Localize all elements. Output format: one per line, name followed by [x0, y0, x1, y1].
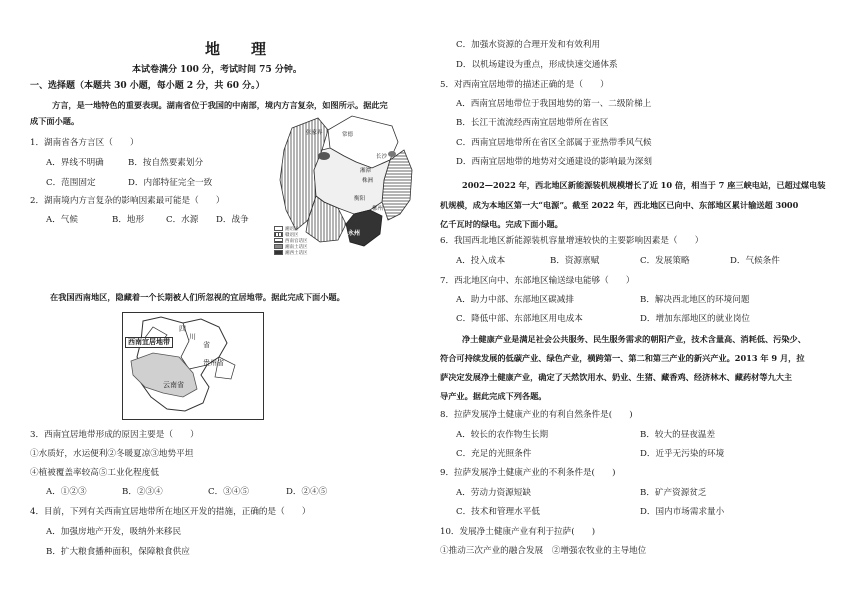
question-9-stem: 9．拉萨发展净土健康产业的不利条件是( ) — [440, 468, 616, 478]
question-7-option-b[interactable]: B．解决西北地区的环境问题 — [640, 295, 750, 305]
map1-label-hengyang: 衡阳 — [354, 196, 366, 202]
legend-label-3: 西南官话区 — [285, 239, 308, 244]
question-4-option-d[interactable]: D．以机场建设为重点，形成快速交通体系 — [456, 60, 618, 70]
page-title: 地 理 — [205, 40, 275, 58]
question-6-option-d[interactable]: D．气候条件 — [730, 256, 780, 266]
question-9-option-b[interactable]: B．矿产资源贫乏 — [640, 488, 707, 498]
question-1-option-d[interactable]: D．内部特征完全一致 — [128, 178, 213, 188]
map2-label-chuan: 川 — [189, 333, 196, 341]
southwest-map-graphic — [123, 313, 263, 419]
map1-label-zhuzhou: 株洲 — [362, 178, 374, 184]
question-9-option-d[interactable]: D．国内市场需求量小 — [640, 507, 725, 517]
question-6-stem: 6．我国西北地区新能源装机容量增速较快的主要影响因素是（ ） — [440, 236, 704, 246]
question-1-option-a[interactable]: A．界线不明确 — [46, 158, 104, 168]
question-10-stem: 10．发展净土健康产业有利于拉萨( ) — [440, 527, 596, 537]
legend-item-5 — [274, 250, 308, 257]
question-4-stem: 4．目前，下列有关西南宜居地带所在地区开发的措施，正确的是（ ） — [30, 507, 311, 517]
map1-legend — [274, 226, 318, 260]
question-3-option-a[interactable]: A．①②③ — [46, 487, 87, 497]
legend-swatch-5 — [274, 250, 283, 255]
map2-label-yunnan: 云南省 — [163, 381, 184, 389]
legend-label-5: 湘西土话区 — [285, 251, 308, 256]
question-6-option-c[interactable]: C．发展策略 — [640, 256, 690, 266]
map2-label-guizhou: 贵州省 — [203, 359, 224, 367]
question-4-option-a[interactable]: A．加强房地产开发，吸纳外来移民 — [46, 527, 182, 537]
question-3-option-b[interactable]: B．②③④ — [122, 487, 163, 497]
question-1-option-b[interactable]: B．按自然要素划分 — [128, 158, 204, 168]
intro-dialect-line2: 成下面小题。 — [30, 116, 80, 126]
legend-swatch-3 — [274, 238, 283, 243]
question-8-option-d[interactable]: D．近乎无污染的环境 — [640, 449, 725, 459]
question-2-option-b[interactable]: B．地形 — [112, 215, 145, 225]
map2-label-belt: 西南宜居地带 — [125, 337, 173, 348]
question-4-option-b[interactable]: B．扩大粮食播种面积，保障粮食供应 — [46, 547, 190, 557]
map1-label-zhangjiajie: 张家界 — [306, 130, 323, 136]
question-7-option-d[interactable]: D．增加东部地区的就业岗位 — [640, 314, 751, 324]
section-heading: 一、选择题（本题共 30 小题，每小题 2 分，共 60 分。） — [30, 81, 265, 91]
question-8-option-b[interactable]: B．较大的昼夜温差 — [640, 430, 716, 440]
question-5-option-d[interactable]: D．西南宜居地带的地势对交通建设的影响最为深刻 — [456, 157, 652, 167]
question-8-option-c[interactable]: C．充足的光照条件 — [456, 449, 532, 459]
intro-southwest: 在我国西南地区，隐藏着一个长期被人们所忽视的宜居地带。据此完成下面小题。 — [50, 292, 345, 302]
map1-label-chenzhou: 郴州 — [372, 206, 384, 212]
question-7-option-a[interactable]: A．助力中部、东部地区碳减排 — [456, 295, 574, 305]
question-2-option-d[interactable]: D．战争 — [216, 215, 249, 225]
question-1-option-c[interactable]: C．范围固定 — [46, 178, 96, 188]
intro-lhasa-line4: 导产业。据此完成下列各题。 — [440, 391, 547, 401]
question-3-option-c[interactable]: C．③④⑤ — [208, 487, 249, 497]
map1-label-changsha: 长沙 — [376, 154, 388, 160]
southwest-map — [122, 312, 264, 420]
exam-subtitle: 本试卷满分 100 分，考试时间 75 分钟。 — [132, 65, 302, 75]
intro-northwest-line2: 机规模，成为本地区第一大“电源”。截至 2022 年，西北地区已向中、东部地区累计输送超 3000 — [440, 200, 799, 210]
question-3-option-d[interactable]: D．②④⑤ — [286, 487, 328, 497]
question-3-statement-2: ④植被覆盖率较高⑤工业化程度低 — [30, 468, 159, 478]
map1-label-yongzhou: 永州 — [348, 230, 361, 237]
question-5-stem: 5．对西南宜居地带的描述正确的是（ ） — [440, 80, 609, 90]
map1-label-changde: 常德 — [342, 132, 354, 138]
intro-northwest-line1: 2002—2022 年，西北地区新能源装机规模增长了近 10 倍，相当于 7 座三峡电站，已超过煤电装 — [462, 180, 826, 190]
question-6-option-b[interactable]: B．资源禀赋 — [550, 256, 600, 266]
question-4-option-c[interactable]: C．加强水资源的合理开发和有效利用 — [456, 40, 601, 50]
question-2-option-c[interactable]: C．水源 — [166, 215, 199, 225]
question-3-stem: 3．西南宜居地带形成的原因主要是（ ） — [30, 430, 199, 440]
question-9-option-c[interactable]: C．技术和管理水平低 — [456, 507, 540, 517]
map2-label-si: 四 — [179, 325, 186, 333]
map1-label-xiangtan: 湘潭 — [360, 168, 372, 174]
question-7-option-c[interactable]: C．降低中部、东部地区用电成本 — [456, 314, 583, 324]
hunan-dialect-map — [272, 110, 430, 260]
question-5-option-b[interactable]: B．长江干流流经西南宜居地带所在省区 — [456, 118, 609, 128]
question-8-stem: 8．拉萨发展净土健康产业的有利自然条件是( ) — [440, 410, 633, 420]
legend-label-2: 赣语区 — [285, 233, 299, 238]
question-9-option-a[interactable]: A．劳动力资源短缺 — [456, 488, 531, 498]
question-8-option-a[interactable]: A．较长的农作物生长期 — [456, 430, 549, 440]
question-1-stem: 1．湖南省各方言区（ ） — [30, 138, 139, 148]
intro-dialect-line1: 方言，是一地特色的重要表现。湖南省位于我国的中南部，境内方言复杂，如图所示。据此完 — [52, 100, 388, 110]
intro-lhasa-line3: 萨决定发展净土健康产业，确定了天然饮用水、奶业、生猪、藏香鸡、经济林木、藏药材等九大主 — [440, 372, 793, 382]
intro-lhasa-line2: 符合可持续发展的低碳产业、绿色产业，横跨第一、第二和第三产业的新兴产业。2013 年 9 月，拉 — [440, 353, 805, 363]
question-10-statement-1: ①推动三次产业的融合发展 ②增强农牧业的主导地位 — [440, 546, 647, 556]
question-3-statement-1: ①水质好，水运便利②冬暖夏凉③地势平坦 — [30, 449, 194, 459]
question-6-option-a[interactable]: A．投入成本 — [456, 256, 506, 266]
question-2-stem: 2．湖南境内方言复杂的影响因素最可能是（ ） — [30, 196, 225, 206]
legend-swatch-2 — [274, 232, 283, 237]
question-7-stem: 7．西北地区向中、东部地区输送绿电能够（ ） — [440, 276, 635, 286]
map2-label-sheng: 省 — [203, 341, 210, 349]
legend-swatch-1 — [274, 226, 283, 231]
intro-lhasa-line1: 净土健康产业是满足社会公共服务、民生服务需求的朝阳产业，技术含量高、消耗低、污染少、 — [462, 334, 806, 344]
legend-label-1: 湘语区 — [285, 227, 299, 232]
question-5-option-a[interactable]: A．西南宜居地带位于我国地势的第一、二级阶梯上 — [456, 99, 652, 109]
legend-label-4: 湘南土话区 — [285, 245, 308, 250]
intro-northwest-line3: 亿千瓦时的绿电。完成下面小题。 — [440, 219, 563, 229]
question-2-option-a[interactable]: A．气候 — [46, 215, 78, 225]
question-5-option-c[interactable]: C．西南宜居地带所在省区全部属于亚热带季风气候 — [456, 138, 652, 148]
legend-swatch-4 — [274, 244, 283, 249]
